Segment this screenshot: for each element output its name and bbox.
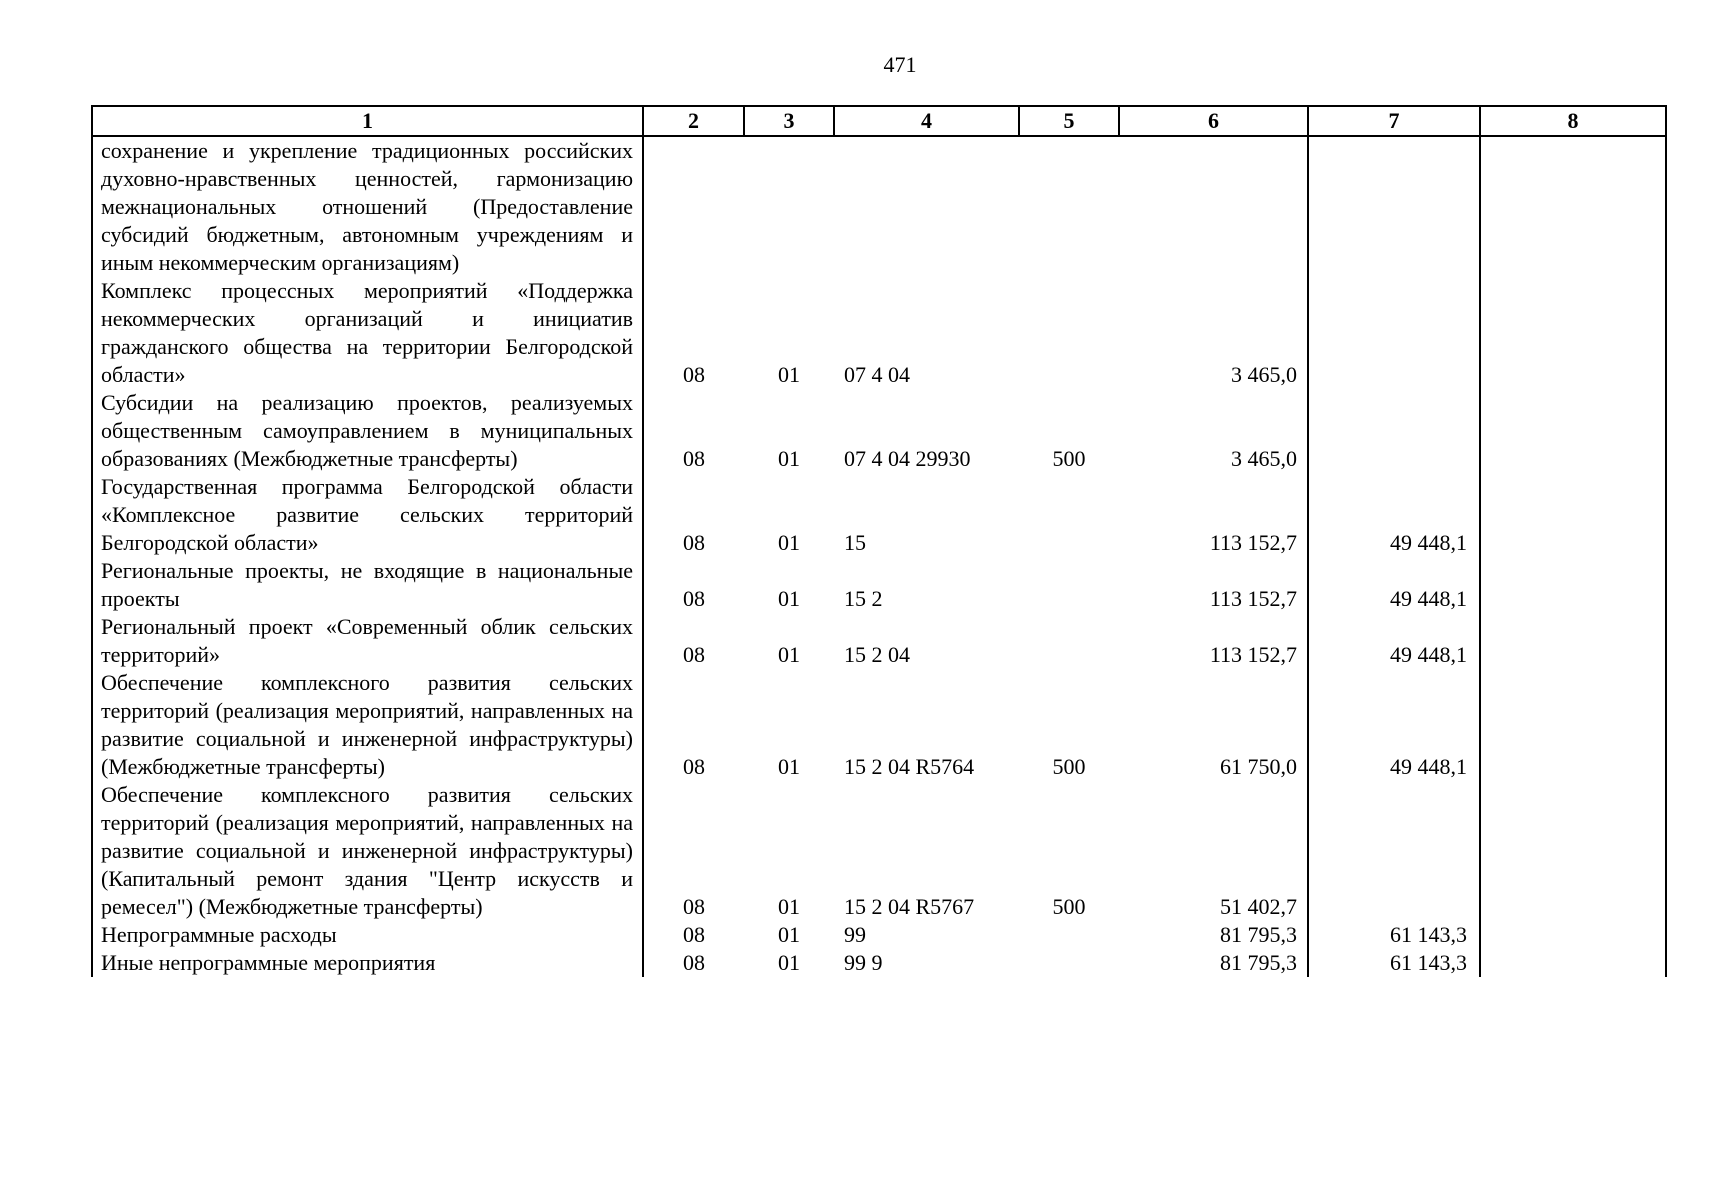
column-header-1: 1 — [92, 106, 643, 136]
expense-type-code: 500 — [1052, 754, 1086, 779]
amount-column-7: 49 448,1 — [1308, 557, 1480, 613]
expense-type-code — [1019, 921, 1119, 949]
page-number: 471 — [883, 52, 917, 77]
section-code: 08 — [683, 530, 705, 555]
target-article-code: 15 — [844, 530, 866, 555]
section-code: 08 — [683, 754, 705, 779]
amount-column-6: 113 152,7 — [1119, 557, 1308, 613]
amount-column-6: 81 795,3 — [1119, 921, 1308, 949]
amount-column-7 — [1308, 389, 1480, 473]
table-row — [92, 473, 1666, 557]
column-header-5: 5 — [1019, 106, 1119, 136]
target-article-code: 15 2 04 R5767 — [844, 894, 975, 919]
subsection-code: 01 — [778, 754, 800, 779]
target-article-code: 15 2 04 — [844, 642, 910, 667]
amount-column-6: 3 465,0 — [1119, 277, 1308, 389]
section-code: 08 — [683, 642, 705, 667]
section-code: 08 — [683, 894, 705, 919]
subsection-code: 01 — [778, 362, 800, 387]
row-description: Непрограммные расходы — [92, 921, 643, 949]
table-row — [92, 613, 1666, 669]
expense-type-code — [1019, 949, 1119, 977]
column-header-3: 3 — [744, 106, 834, 136]
subsection-code: 01 — [778, 530, 800, 555]
row-description: Региональный проект «Современный облик сельских территорий» — [92, 613, 643, 669]
row-description: Обеспечение комплексного развития сельских территорий (реализация мероприятий, направленных на развитие социальной и инженерной инфраструктуры) (Капитальный ремонт здания "Центр искусств и ремесел") (Межбюджетные трансферты) — [92, 781, 643, 921]
amount-column-7: 49 448,1 — [1308, 473, 1480, 557]
row-description: Обеспечение комплексного развития сельских территорий (реализация мероприятий, направленных на развитие социальной и инженерной инфраструктуры) (Межбюджетные трансферты) — [92, 669, 643, 781]
target-article-code — [834, 136, 1019, 277]
amount-column-8 — [1480, 277, 1666, 389]
section-code: 08 — [683, 446, 705, 471]
amount-column-7: 61 143,3 — [1308, 921, 1480, 949]
expense-type-code — [1019, 473, 1119, 557]
amount-column-6: 61 750,0 — [1119, 669, 1308, 781]
table-row — [92, 781, 1666, 921]
amount-column-8 — [1480, 389, 1666, 473]
table-row — [92, 277, 1666, 389]
section-code: 08 — [683, 586, 705, 611]
section-code — [643, 136, 744, 277]
table-row — [92, 949, 1666, 977]
subsection-code: 01 — [778, 922, 800, 947]
budget-table — [91, 105, 1667, 977]
row-description: сохранение и укрепление традиционных российских духовно-нравственных ценностей, гармонизацию межнациональных отношений (Предоставление субсидий бюджетным, автономным учреждениям и иным некоммерческим организациям) — [92, 136, 643, 277]
amount-column-8 — [1480, 613, 1666, 669]
subsection-code: 01 — [778, 950, 800, 975]
subsection-code: 01 — [778, 446, 800, 471]
row-description: Региональные проекты, не входящие в национальные проекты — [92, 557, 643, 613]
column-header-6: 6 — [1119, 106, 1308, 136]
amount-column-8 — [1480, 136, 1666, 277]
target-article-code: 07 4 04 — [844, 362, 910, 387]
target-article-code: 99 — [844, 922, 866, 947]
amount-column-8 — [1480, 473, 1666, 557]
amount-column-6 — [1119, 136, 1308, 277]
section-code: 08 — [683, 950, 705, 975]
expense-type-code — [1019, 613, 1119, 669]
row-description: Субсидии на реализацию проектов, реализуемых общественным самоуправлением в муниципальных образованиях (Межбюджетные трансферты) — [92, 389, 643, 473]
amount-column-8 — [1480, 921, 1666, 949]
column-header-2: 2 — [643, 106, 744, 136]
expense-type-code — [1019, 557, 1119, 613]
table-row — [92, 389, 1666, 473]
amount-column-8 — [1480, 781, 1666, 921]
amount-column-7: 49 448,1 — [1308, 669, 1480, 781]
amount-column-6: 3 465,0 — [1119, 389, 1308, 473]
subsection-code — [744, 136, 834, 277]
amount-column-7 — [1308, 136, 1480, 277]
amount-column-6: 51 402,7 — [1119, 781, 1308, 921]
row-description: Иные непрограммные мероприятия — [92, 949, 643, 977]
amount-column-7: 49 448,1 — [1308, 613, 1480, 669]
subsection-code: 01 — [778, 586, 800, 611]
target-article-code: 99 9 — [844, 950, 883, 975]
target-article-code: 15 2 04 R5764 — [844, 754, 975, 779]
amount-column-6: 113 152,7 — [1119, 613, 1308, 669]
column-header-7: 7 — [1308, 106, 1480, 136]
subsection-code: 01 — [778, 642, 800, 667]
subsection-code: 01 — [778, 894, 800, 919]
amount-column-8 — [1480, 949, 1666, 977]
expense-type-code: 500 — [1052, 446, 1086, 471]
section-code: 08 — [683, 362, 705, 387]
column-number-header-row — [92, 106, 1666, 136]
row-description: Комплекс процессных мероприятий «Поддержка некоммерческих организаций и инициатив гражданского общества на территории Белгородской области» — [92, 277, 643, 389]
table-row — [92, 136, 1666, 277]
amount-column-7: 61 143,3 — [1308, 949, 1480, 977]
table-row — [92, 669, 1666, 781]
target-article-code: 15 2 — [844, 586, 883, 611]
target-article-code: 07 4 04 29930 — [844, 446, 971, 471]
expense-type-code — [1019, 277, 1119, 389]
section-code: 08 — [683, 922, 705, 947]
amount-column-8 — [1480, 669, 1666, 781]
amount-column-6: 113 152,7 — [1119, 473, 1308, 557]
column-header-8: 8 — [1480, 106, 1666, 136]
amount-column-8 — [1480, 557, 1666, 613]
table-row — [92, 921, 1666, 949]
table-row — [92, 557, 1666, 613]
expense-type-code: 500 — [1052, 894, 1086, 919]
expense-type-code — [1019, 136, 1119, 277]
amount-column-7 — [1308, 277, 1480, 389]
row-description: Государственная программа Белгородской области «Комплексное развитие сельских территорий Белгородской области» — [92, 473, 643, 557]
amount-column-6: 81 795,3 — [1119, 949, 1308, 977]
amount-column-7 — [1308, 781, 1480, 921]
column-header-4: 4 — [834, 106, 1019, 136]
